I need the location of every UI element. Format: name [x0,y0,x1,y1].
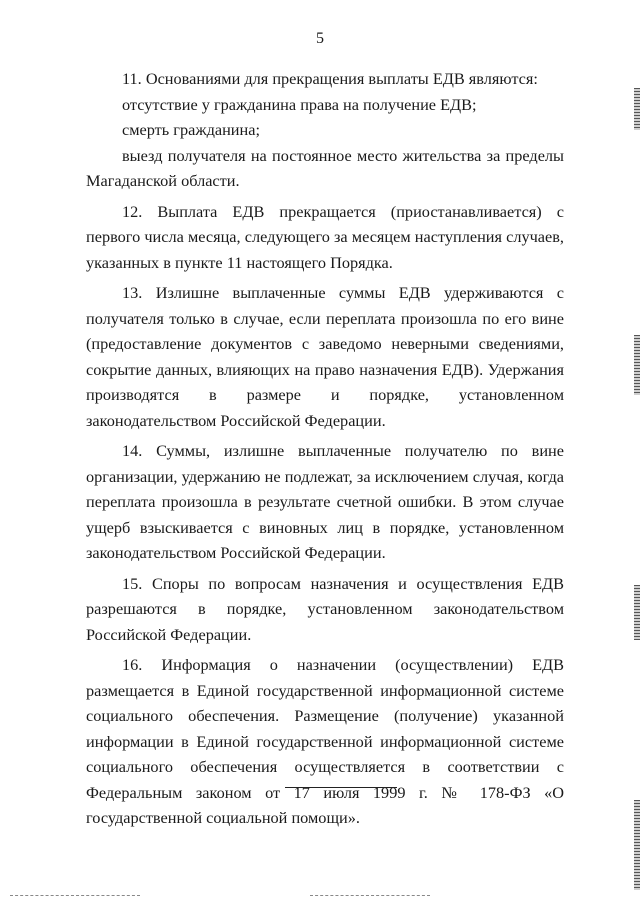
page-number: 5 [316,30,324,47]
list-item-death: смерть гражданина; [122,120,260,139]
paragraph-13: 13. Излишне выплаченные суммы ЕДВ удерживаются с получателя только в случае, если переплата произошла по его вине (предоставление документов с заведомо неверными сведениями, сокрытие данных, влияющих на право назначения ЕДВ). Удержания производятся в размере и порядке, установленном законодательством Российской Федерации. [86,283,564,430]
scan-artifact [634,88,640,130]
scan-artifact [10,895,140,896]
paragraph-14: 14. Суммы, излишне выплаченные получателю по вине организации, удержанию не подлежат, за исключением случая, когда переплата произошла в результате счетной ошибки. В этом случае ущерб взыскивается с виновных лиц в порядке, установленном законодательством Российской Федерации. [86,441,564,562]
paragraph-15: 15. Споры по вопросам назначения и осуществления ЕДВ разрешаются в порядке, установленном законодательством Российской Федерации. [86,573,564,644]
scan-artifact [310,895,430,896]
scan-artifact [634,585,640,640]
list-item-relocation: выезд получателя на постоянное место жительства за пределы Магаданской области. [86,145,564,190]
paragraph-12: 12. Выплата ЕДВ прекращается (приостанавливается) с первого числа месяца, следующего за месяцем наступления случаев, указанных в пункте 11 настоящего Порядка. [86,201,564,272]
end-separator-line [285,787,397,788]
scan-artifact [634,800,640,890]
list-item-no-right: отсутствие у гражданина права на получение ЕДВ; [122,94,477,114]
paragraph-11: 11. Основаниями для прекращения выплаты ЕДВ являются: [122,69,538,88]
scan-artifact [634,335,640,395]
document-body [86,66,564,831]
paragraph-16: 16. Информация о назначении (осуществлении) ЕДВ размещается в Единой государственной информационной системе социального обеспечения. Размещение (получение) указанной информации в Единой государственной информационной системе социального обеспечения осуществляется в соответствии с Федеральным законом от 17 июля 1999 г. № 178-ФЗ «О государственной социальной помощи». [86,655,564,827]
